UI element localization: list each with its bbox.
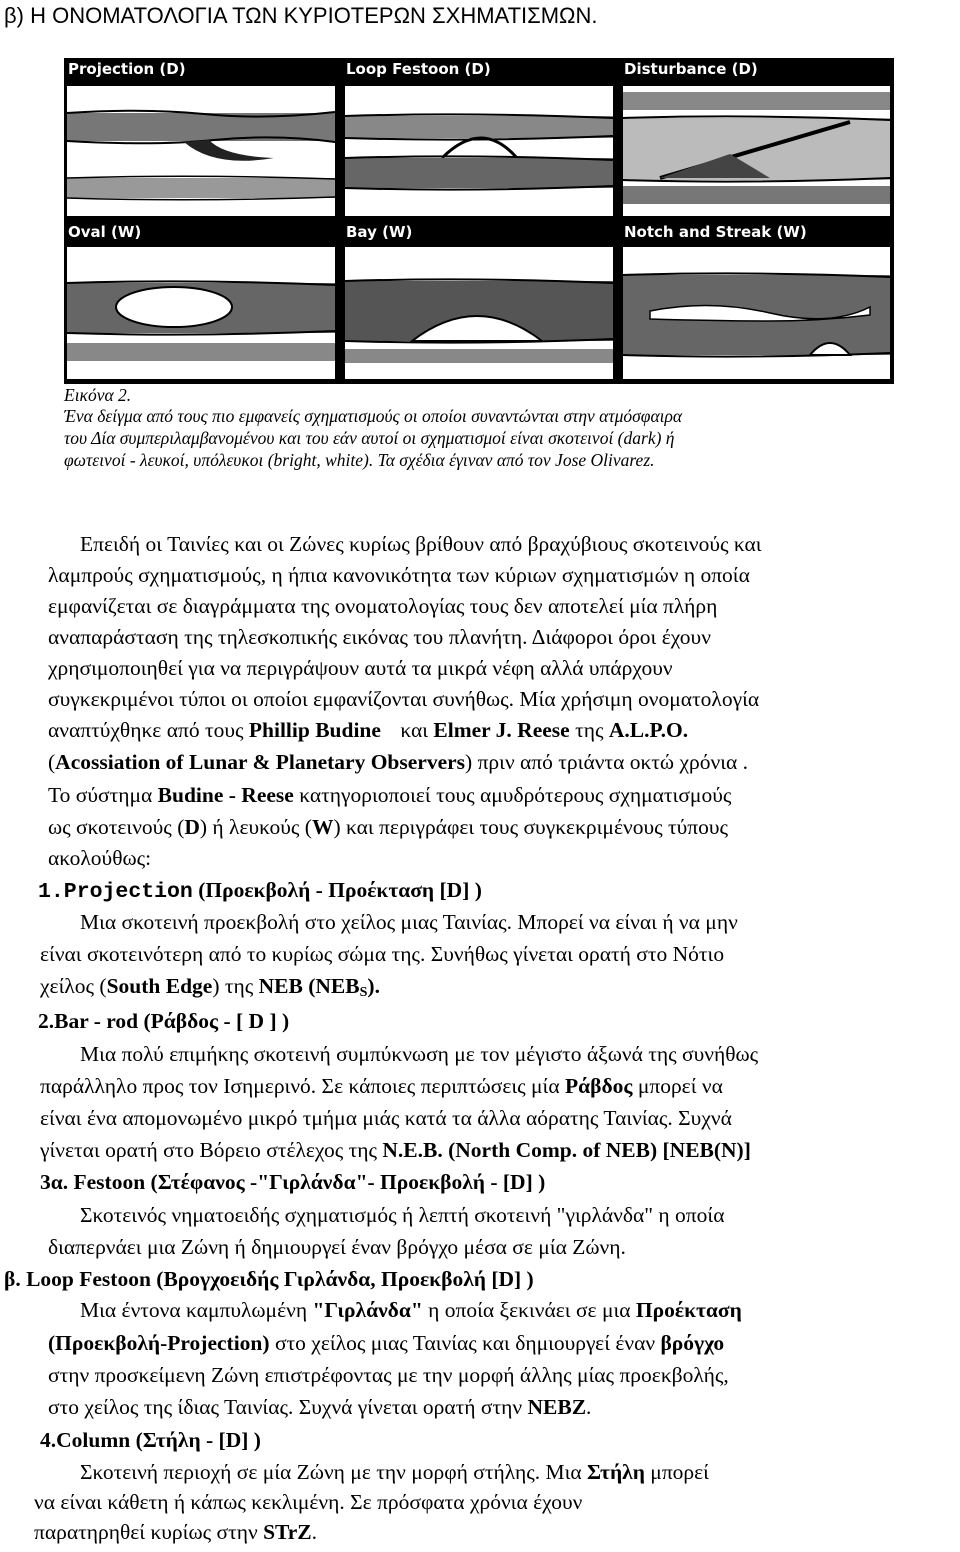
text: . <box>311 1520 318 1544</box>
zone-label: NEB <box>303 206 329 219</box>
section-heading-bar-rod: 2.Bar - rod (Ράβδος - [ D ] ) <box>38 1009 290 1033</box>
text-bold: South Edge <box>106 974 213 998</box>
text: κατηγοριοποιεί τους αμυδρότερους σχηματισμούς <box>293 783 732 807</box>
section-heading-festoon: 3α. Festoon (Στέφανος -"Γιρλάνδα"- Προεκβολή - [D] ) <box>40 1170 546 1194</box>
panel-label: Oval (W) <box>68 223 142 241</box>
text-bold: Στήλη <box>587 1460 645 1484</box>
paragraph-line <box>40 974 380 1001</box>
text: της <box>575 718 604 742</box>
text-bold: Ράβδος <box>564 1074 633 1098</box>
text: χείλος ( <box>40 974 107 998</box>
paragraph-line <box>48 718 688 743</box>
text: ( <box>48 750 56 774</box>
figure-caption-line: φωτεινοί - λευκοί, υπόλευκοι (bright, white). Τα σχέδια έγιναν από τον Jose Olivarez. <box>64 450 655 470</box>
text-bold: W <box>311 815 334 839</box>
text: ως σκοτεινούς ( <box>48 815 185 839</box>
text-bold: STrZ <box>263 1520 312 1544</box>
text: . <box>586 1395 592 1419</box>
zone-label: NEB <box>303 369 329 382</box>
text: Μια έντονα καμπυλωμένη <box>80 1298 313 1322</box>
text-bold: βρόγχο <box>660 1331 725 1355</box>
panel-oval <box>64 221 339 384</box>
zone-label: STrZ <box>857 206 885 219</box>
text: η οποία ξεκινάει σε μια <box>422 1298 636 1322</box>
text-subscript: S <box>359 985 368 1000</box>
notch-streak-drawing <box>620 221 894 384</box>
bay-drawing <box>342 221 617 384</box>
text: Το σύστημα <box>48 783 158 807</box>
paragraph-line: Μια σκοτεινή προεκβολή στο χείλος μιας Ταινίας. Μπορεί να είναι ή να μην <box>80 910 738 934</box>
text: 1.Projection <box>38 880 193 904</box>
text: γίνεται ορατή στο Βόρειο στέλεχος της <box>40 1138 383 1162</box>
paragraph-line <box>80 1460 709 1485</box>
panel-label: Bay (W) <box>346 223 413 241</box>
paragraph-line: διαπερνάει μια Ζώνη ή δημιουργεί έναν βρόγχο μέσα σε μία Ζώνη. <box>48 1235 626 1259</box>
paragraph-line: Σκοτεινός νηματοειδής σχηματισμός ή λεπτή σκοτεινή "γιρλάνδα" η οποία <box>80 1203 725 1227</box>
text: μπορεί <box>644 1460 709 1484</box>
oval-drawing <box>64 221 339 384</box>
text-bold: "Γιρλάνδα" <box>312 1298 423 1322</box>
text: παράλληλο προς τον Ισημερινό. Σε κάποιες περιπτώσεις μία <box>40 1074 565 1098</box>
text-bold: D <box>184 815 200 839</box>
text: παρατηρηθεί κυρίως στην <box>34 1520 264 1544</box>
paragraph-line <box>48 783 731 808</box>
text: ) πριν από τριάντα οκτώ χρόνια . <box>465 750 749 774</box>
zone-label: NEB <box>859 369 885 382</box>
paragraph-line: εμφανίζεται σε διαγράμματα της ονοματολογίας τους δεν αποτελεί μία πλήρη <box>48 594 718 618</box>
text-bold: NEB (NEB <box>258 974 360 998</box>
paragraph-line: ακολούθως: <box>48 846 152 870</box>
paragraph-line: είναι ένα απομονωμένο μικρό τμήμα μιάς κατά τα άλλα αόρατης Ταινίας. Συχνά <box>40 1106 732 1130</box>
panel-disturbance <box>620 58 895 221</box>
text-bold: Budine - Reese <box>157 783 294 807</box>
text-bold: ). <box>367 974 380 998</box>
paragraph-line <box>48 750 748 775</box>
panel-label: Disturbance (D) <box>624 60 758 78</box>
paragraph-line: Επειδή οι Ταινίες και οι Ζώνες κυρίως βρίθουν από βραχύβιους σκοτεινούς και <box>80 532 762 556</box>
paragraph-line: λαμπρούς σχηματισμούς, η ήπια κανονικότητα των κύριων σχηματισμών η οποία <box>48 563 750 587</box>
paragraph-line <box>34 1520 317 1545</box>
paragraph-line: να είναι κάθετη ή κάπως κεκλιμένη. Σε πρόσφατα χρόνια έχουν <box>34 1490 583 1514</box>
text-bold: (Προεκβολή-Projection) <box>48 1331 270 1355</box>
paragraph-line <box>40 1138 751 1163</box>
section-heading-column: 4.Column (Στήλη - [D] ) <box>40 1428 261 1452</box>
text-bold: A.L.P.O. <box>608 718 689 742</box>
panel-label: Notch and Streak (W) <box>624 223 807 241</box>
paragraph-line <box>80 1298 742 1323</box>
text-bold: Elmer J. Reese <box>433 718 570 742</box>
figure-caption-line: Ένα δείγμα από τους πιο εμφανείς σχηματισμούς οι οποίοι συναντώνται στην ατμόσφαιρα <box>64 406 683 426</box>
paragraph-line: αναπαράσταση της τηλεσκοπικής εικόνας του πλανήτη. Διάφοροι όροι έχουν <box>48 625 711 649</box>
loop-festoon-drawing <box>342 58 617 221</box>
paragraph-line <box>48 815 728 840</box>
text: και <box>400 718 429 742</box>
text-bold: N.E.B. (North Comp. of NEB) [NEB(N)] <box>382 1138 751 1162</box>
text: στο χείλος μιας Ταινίας και δημιουργεί έναν <box>269 1331 661 1355</box>
paragraph-line: χρησιμοποιηθεί για να περιγράψουν αυτά τα μικρά νέφη αλλά υπάρχουν <box>48 656 673 680</box>
disturbance-drawing <box>620 58 894 221</box>
zone-label: NEB <box>581 206 607 219</box>
text-bold: Phillip Budine <box>248 718 381 742</box>
paragraph-line: στην προσκείμενη Ζώνη επιστρέφοντας με την μορφή άλλης μίας προεκβολής, <box>48 1363 729 1387</box>
text: στο χείλος της ίδιας Ταινίας. Συχνά γίνεται ορατή στην <box>48 1395 528 1419</box>
section-heading-loop-festoon: β. Loop Festoon (Βρογχοειδής Γιρλάνδα, Προεκβολή [D] ) <box>4 1267 534 1291</box>
text-bold: NEBZ <box>527 1395 587 1419</box>
figure-caption-line: του Δία συμπεριλαμβανομένου και του εάν αυτοί οι σχηματισμοί είναι σκοτεινοί (dark) ή <box>64 428 675 448</box>
figure-caption-label: Εικόνα 2. <box>64 385 132 405</box>
panel-label: Loop Festoon (D) <box>346 60 491 78</box>
features-figure <box>64 58 894 384</box>
projection-drawing <box>64 58 339 221</box>
zone-label: SEB <box>583 369 607 382</box>
text: Σκοτεινή περιοχή σε μία Ζώνη με την μορφή στήλης. Μια <box>80 1460 587 1484</box>
paragraph-line: συγκεκριμένοι τύποι οι οποίοι εμφανίζονται συνήθως. Μία χρήσιμη ονοματολογία <box>48 687 760 711</box>
paragraph-line <box>48 1395 591 1420</box>
text: ) και περιγράφει τους συγκεκριμένους τύπους <box>333 815 729 839</box>
text-bold: Acossiation of Lunar & Planetary Observers <box>55 750 466 774</box>
panel-projection <box>64 58 339 221</box>
text: ) της <box>212 974 259 998</box>
panel-notch-streak <box>620 221 895 384</box>
text-bold: Προέκταση <box>635 1298 742 1322</box>
panel-loop-festoon <box>342 58 617 221</box>
panel-bay <box>342 221 617 384</box>
text: (Προεκβολή - Προέκταση [D] ) <box>192 878 482 902</box>
text: ) ή λευκούς ( <box>199 815 312 839</box>
section-heading-projection <box>38 878 482 904</box>
paragraph-line: Μια πολύ επιμήκης σκοτεινή συμπύκνωση με τον μέγιστο άξωνά της συνήθως <box>80 1042 759 1066</box>
paragraph-line: είναι σκοτεινότερη από το κυρίως σώμα της. Συνήθως γίνεται ορατή στο Νότιο <box>40 942 725 966</box>
panel-label: Projection (D) <box>68 60 186 78</box>
page-title: β) Η ΟΝΟΜΑΤΟΛΟΓΙΑ ΤΩΝ ΚΥΡΙΟΤΕΡΩΝ ΣΧΗΜΑΤΙΣΜΩΝ. <box>4 3 598 28</box>
paragraph-line <box>40 1074 723 1099</box>
paragraph-line <box>48 1331 724 1356</box>
text: μπορεί να <box>632 1074 723 1098</box>
text: αναπτύχθηκε από τους <box>48 718 249 742</box>
